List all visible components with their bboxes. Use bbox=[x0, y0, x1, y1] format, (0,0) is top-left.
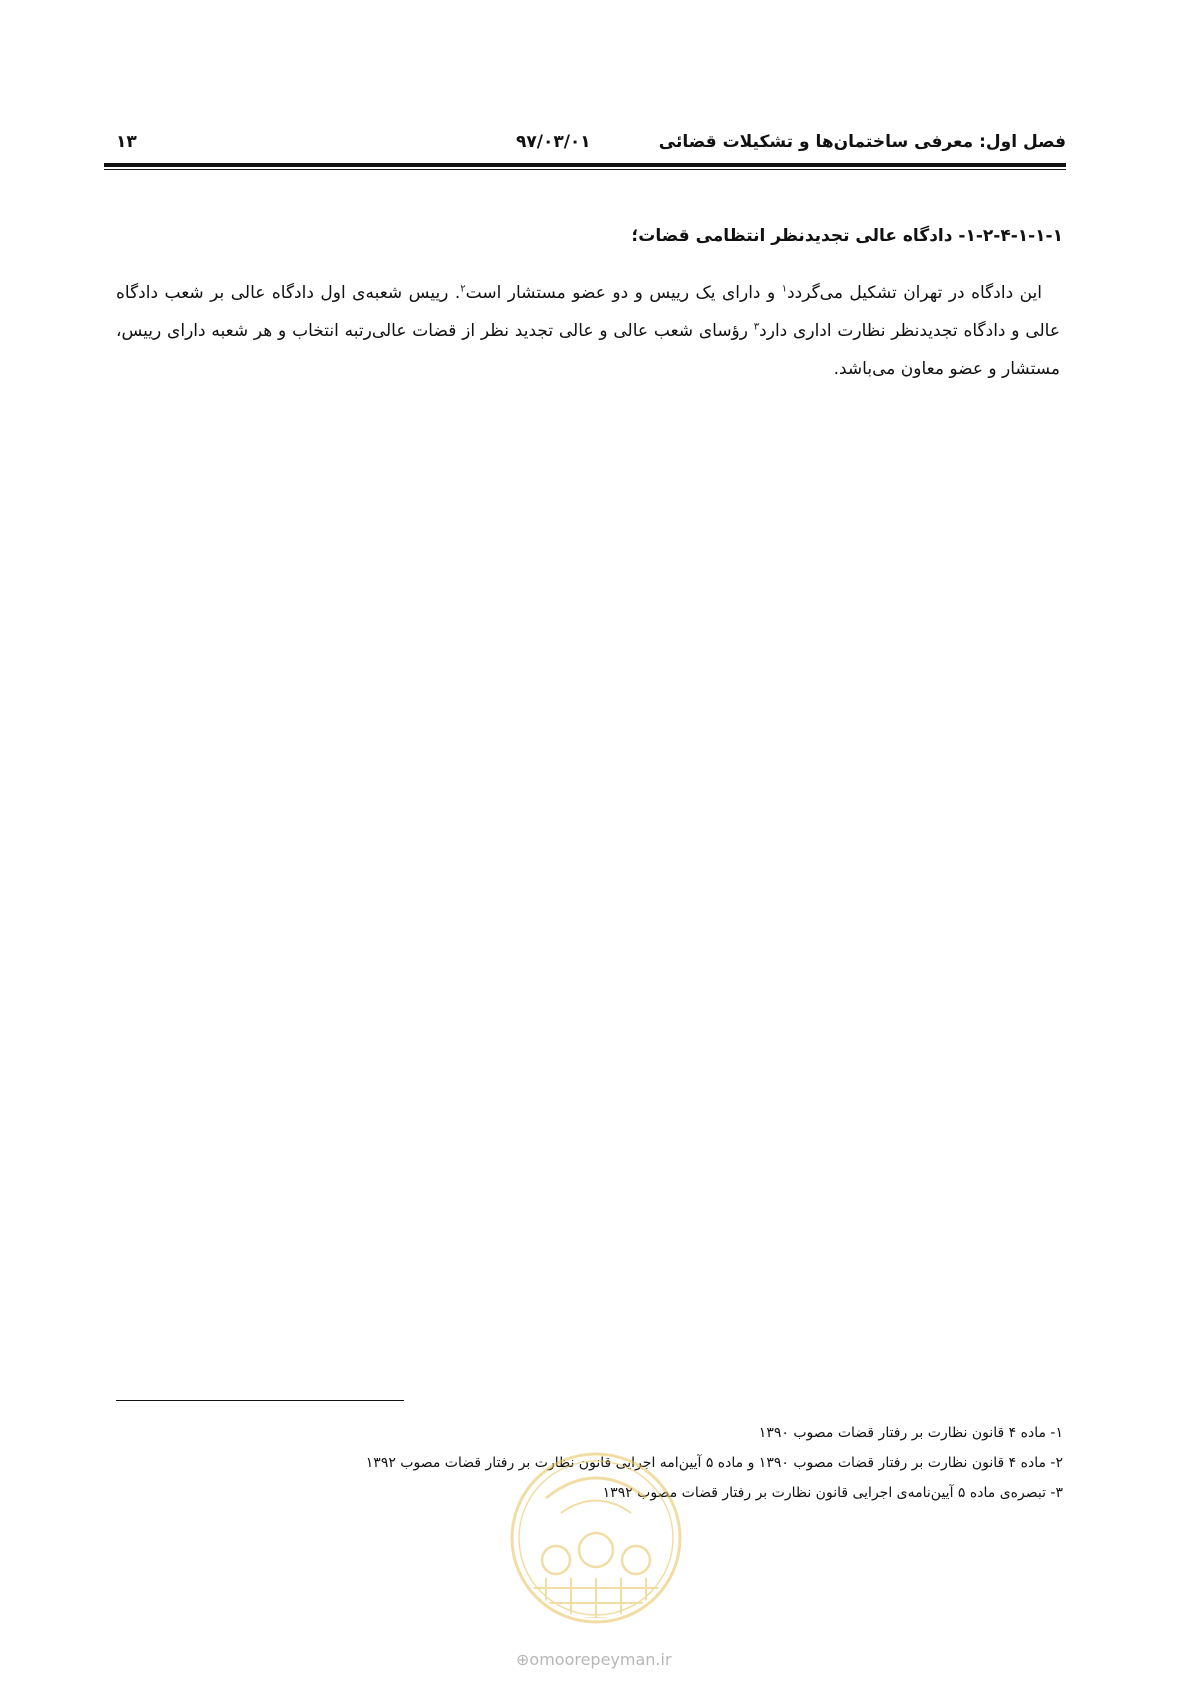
watermark-logo bbox=[506, 1438, 686, 1638]
watermark-url-text: omoorepeyman.ir bbox=[529, 1650, 672, 1669]
header-rule-thick bbox=[104, 163, 1066, 167]
paragraph-part-3: . رییس شعبه‌ی اول دادگاه عالی بر شعب دادگاه عالی و دادگاه تجدیدنظر نظارت اداری دارد bbox=[116, 283, 1060, 341]
chapter-title: فصل اول: معرفی ساختمان‌ها و تشکیلات قضائی bbox=[658, 132, 1066, 152]
paragraph-part-1: این دادگاه در تهران تشکیل می‌گردد bbox=[787, 283, 1043, 303]
globe-icon: ⊕ bbox=[516, 1650, 530, 1669]
footnote-ref-3[interactable]: ۳ bbox=[753, 321, 760, 333]
footnote-1: ۱- ماده ۴ قانون نظارت بر رفتار قضات مصوب ۱۳۹۰ bbox=[758, 1425, 1063, 1441]
section-heading: ۱-۲-۴-۱-۱-۱- دادگاه عالی تجدیدنظر انتظامی قضات؛ bbox=[631, 226, 1063, 246]
footnote-3: ۳- تبصره‌ی ماده ۵ آیین‌نامه‌ی اجرایی قانون نظارت بر رفتار قضات مصوب ۱۳۹۲ bbox=[602, 1485, 1063, 1501]
paragraph-part-4: رؤسای شعب عالی و عالی تجدید نظر از قضات عالی‌رتبه انتخاب و هر شعبه دارای رییس، مستشار و عضو معاون می‌باشد. bbox=[116, 321, 1060, 379]
header-rule-thin bbox=[104, 169, 1066, 170]
footnote-ref-1[interactable]: ۱ bbox=[781, 283, 788, 295]
paragraph-part-2: و دارای یک رییس و دو عضو مستشار است bbox=[465, 283, 782, 303]
body-paragraph bbox=[116, 274, 1060, 388]
page-number: ۱۳ bbox=[116, 132, 137, 152]
footnote-2: ۲- ماده ۴ قانون نظارت بر رفتار قضات مصوب ۱۳۹۰ و ماده ۵ آیین‌امه اجرایی قانون نظارت بر رفتار قضات مصوب ۱۳۹۲ bbox=[365, 1455, 1063, 1471]
footnote-ref-2[interactable]: ۲ bbox=[460, 283, 466, 295]
page-header bbox=[104, 124, 1066, 158]
header-date: ۹۷/۰۳/۰۱ bbox=[516, 132, 591, 152]
watermark-url bbox=[516, 1650, 672, 1669]
footnote-separator bbox=[116, 1400, 404, 1401]
